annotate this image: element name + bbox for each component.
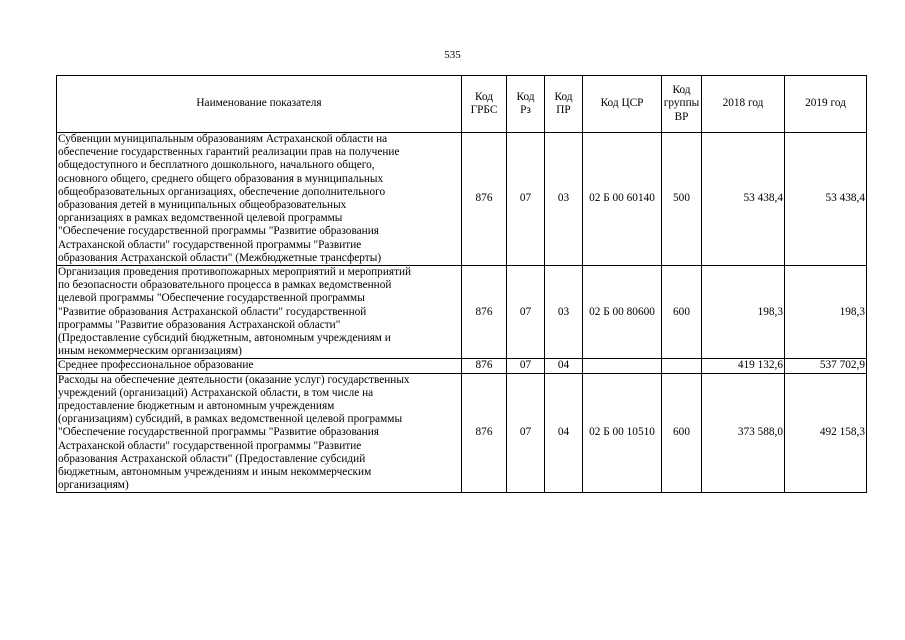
table-header-row xyxy=(57,76,867,133)
cell-grbs: 876 xyxy=(462,359,507,373)
cell-rz: 07 xyxy=(507,373,545,493)
cell-grbs: 876 xyxy=(462,133,507,266)
header-csr: Код ЦСР xyxy=(583,76,662,133)
cell-csr: 02 Б 00 60140 xyxy=(583,133,662,266)
page-number: 535 xyxy=(444,49,461,61)
table-row xyxy=(57,133,867,266)
table-row xyxy=(57,373,867,493)
cell-vr: 500 xyxy=(662,133,702,266)
cell-2019: 53 438,4 xyxy=(785,133,867,266)
cell-rz: 07 xyxy=(507,133,545,266)
table-row xyxy=(57,266,867,359)
cell-pr: 03 xyxy=(545,266,583,359)
cell-vr: 600 xyxy=(662,373,702,493)
cell-vr xyxy=(662,359,702,373)
cell-2019: 198,3 xyxy=(785,266,867,359)
cell-pr: 03 xyxy=(545,133,583,266)
header-grbs: Код ГРБС xyxy=(462,76,507,133)
header-name: Наименование показателя xyxy=(57,76,462,133)
cell-grbs: 876 xyxy=(462,266,507,359)
cell-2018: 373 588,0 xyxy=(702,373,785,493)
cell-2019: 492 158,3 xyxy=(785,373,867,493)
cell-2019: 537 702,9 xyxy=(785,359,867,373)
cell-csr: 02 Б 00 10510 xyxy=(583,373,662,493)
row-name: Расходы на обеспечение деятельности (оказание услуг) государственных учреждений (организаций) Астраханской области, в том числе на предоставление бюджетным и автономным учреждениям (организациям) субсидий, в рамках ведомственной целевой программы "Обеспечение государственной программы "Развитие образования Астраханской области" государственной программы "Развитие образования Астраханской области" (Предоставление субсидий бюджетным, автономным учреждениям и иным некоммерческим организациям) xyxy=(57,373,462,493)
table-row xyxy=(57,359,867,373)
cell-2018: 53 438,4 xyxy=(702,133,785,266)
cell-csr: 02 Б 00 80600 xyxy=(583,266,662,359)
header-2018: 2018 год xyxy=(702,76,785,133)
row-name: Организация проведения противопожарных мероприятий и мероприятий по безопасности образовательного процесса в рамках ведомственной целевой программы "Обеспечение государственной программы "Развитие образования Астраханской области" государственной программы "Развитие образования Астраханской области" (Предоставление субсидий бюджетным, автономным учреждениям и иным некоммерческим организациям) xyxy=(57,266,462,359)
cell-grbs: 876 xyxy=(462,373,507,493)
cell-rz: 07 xyxy=(507,266,545,359)
row-name: Среднее профессиональное образование xyxy=(57,359,462,373)
header-vr: Код группы ВР xyxy=(662,76,702,133)
cell-pr: 04 xyxy=(545,373,583,493)
cell-2018: 198,3 xyxy=(702,266,785,359)
row-name: Субвенции муниципальным образованиям Астраханской области на обеспечение государственных гарантий реализации прав на получение общедоступного и бесплатного дошкольного, начального общего, основного общего, среднего общего образования в муниципальных общеобразовательных организациях, обеспечение дополнительного образования детей в муниципальных общеобразовательных организациях в рамках ведомственной целевой программы "Обеспечение государственной программы "Развитие образования Астраханской области" государственной программы "Развитие образования Астраханской области" (Межбюджетные трансферты) xyxy=(57,133,462,266)
header-rz: Код Рз xyxy=(507,76,545,133)
budget-table xyxy=(56,75,867,493)
cell-pr: 04 xyxy=(545,359,583,373)
cell-vr: 600 xyxy=(662,266,702,359)
header-pr: Код ПР xyxy=(545,76,583,133)
cell-rz: 07 xyxy=(507,359,545,373)
cell-csr xyxy=(583,359,662,373)
cell-2018: 419 132,6 xyxy=(702,359,785,373)
header-2019: 2019 год xyxy=(785,76,867,133)
